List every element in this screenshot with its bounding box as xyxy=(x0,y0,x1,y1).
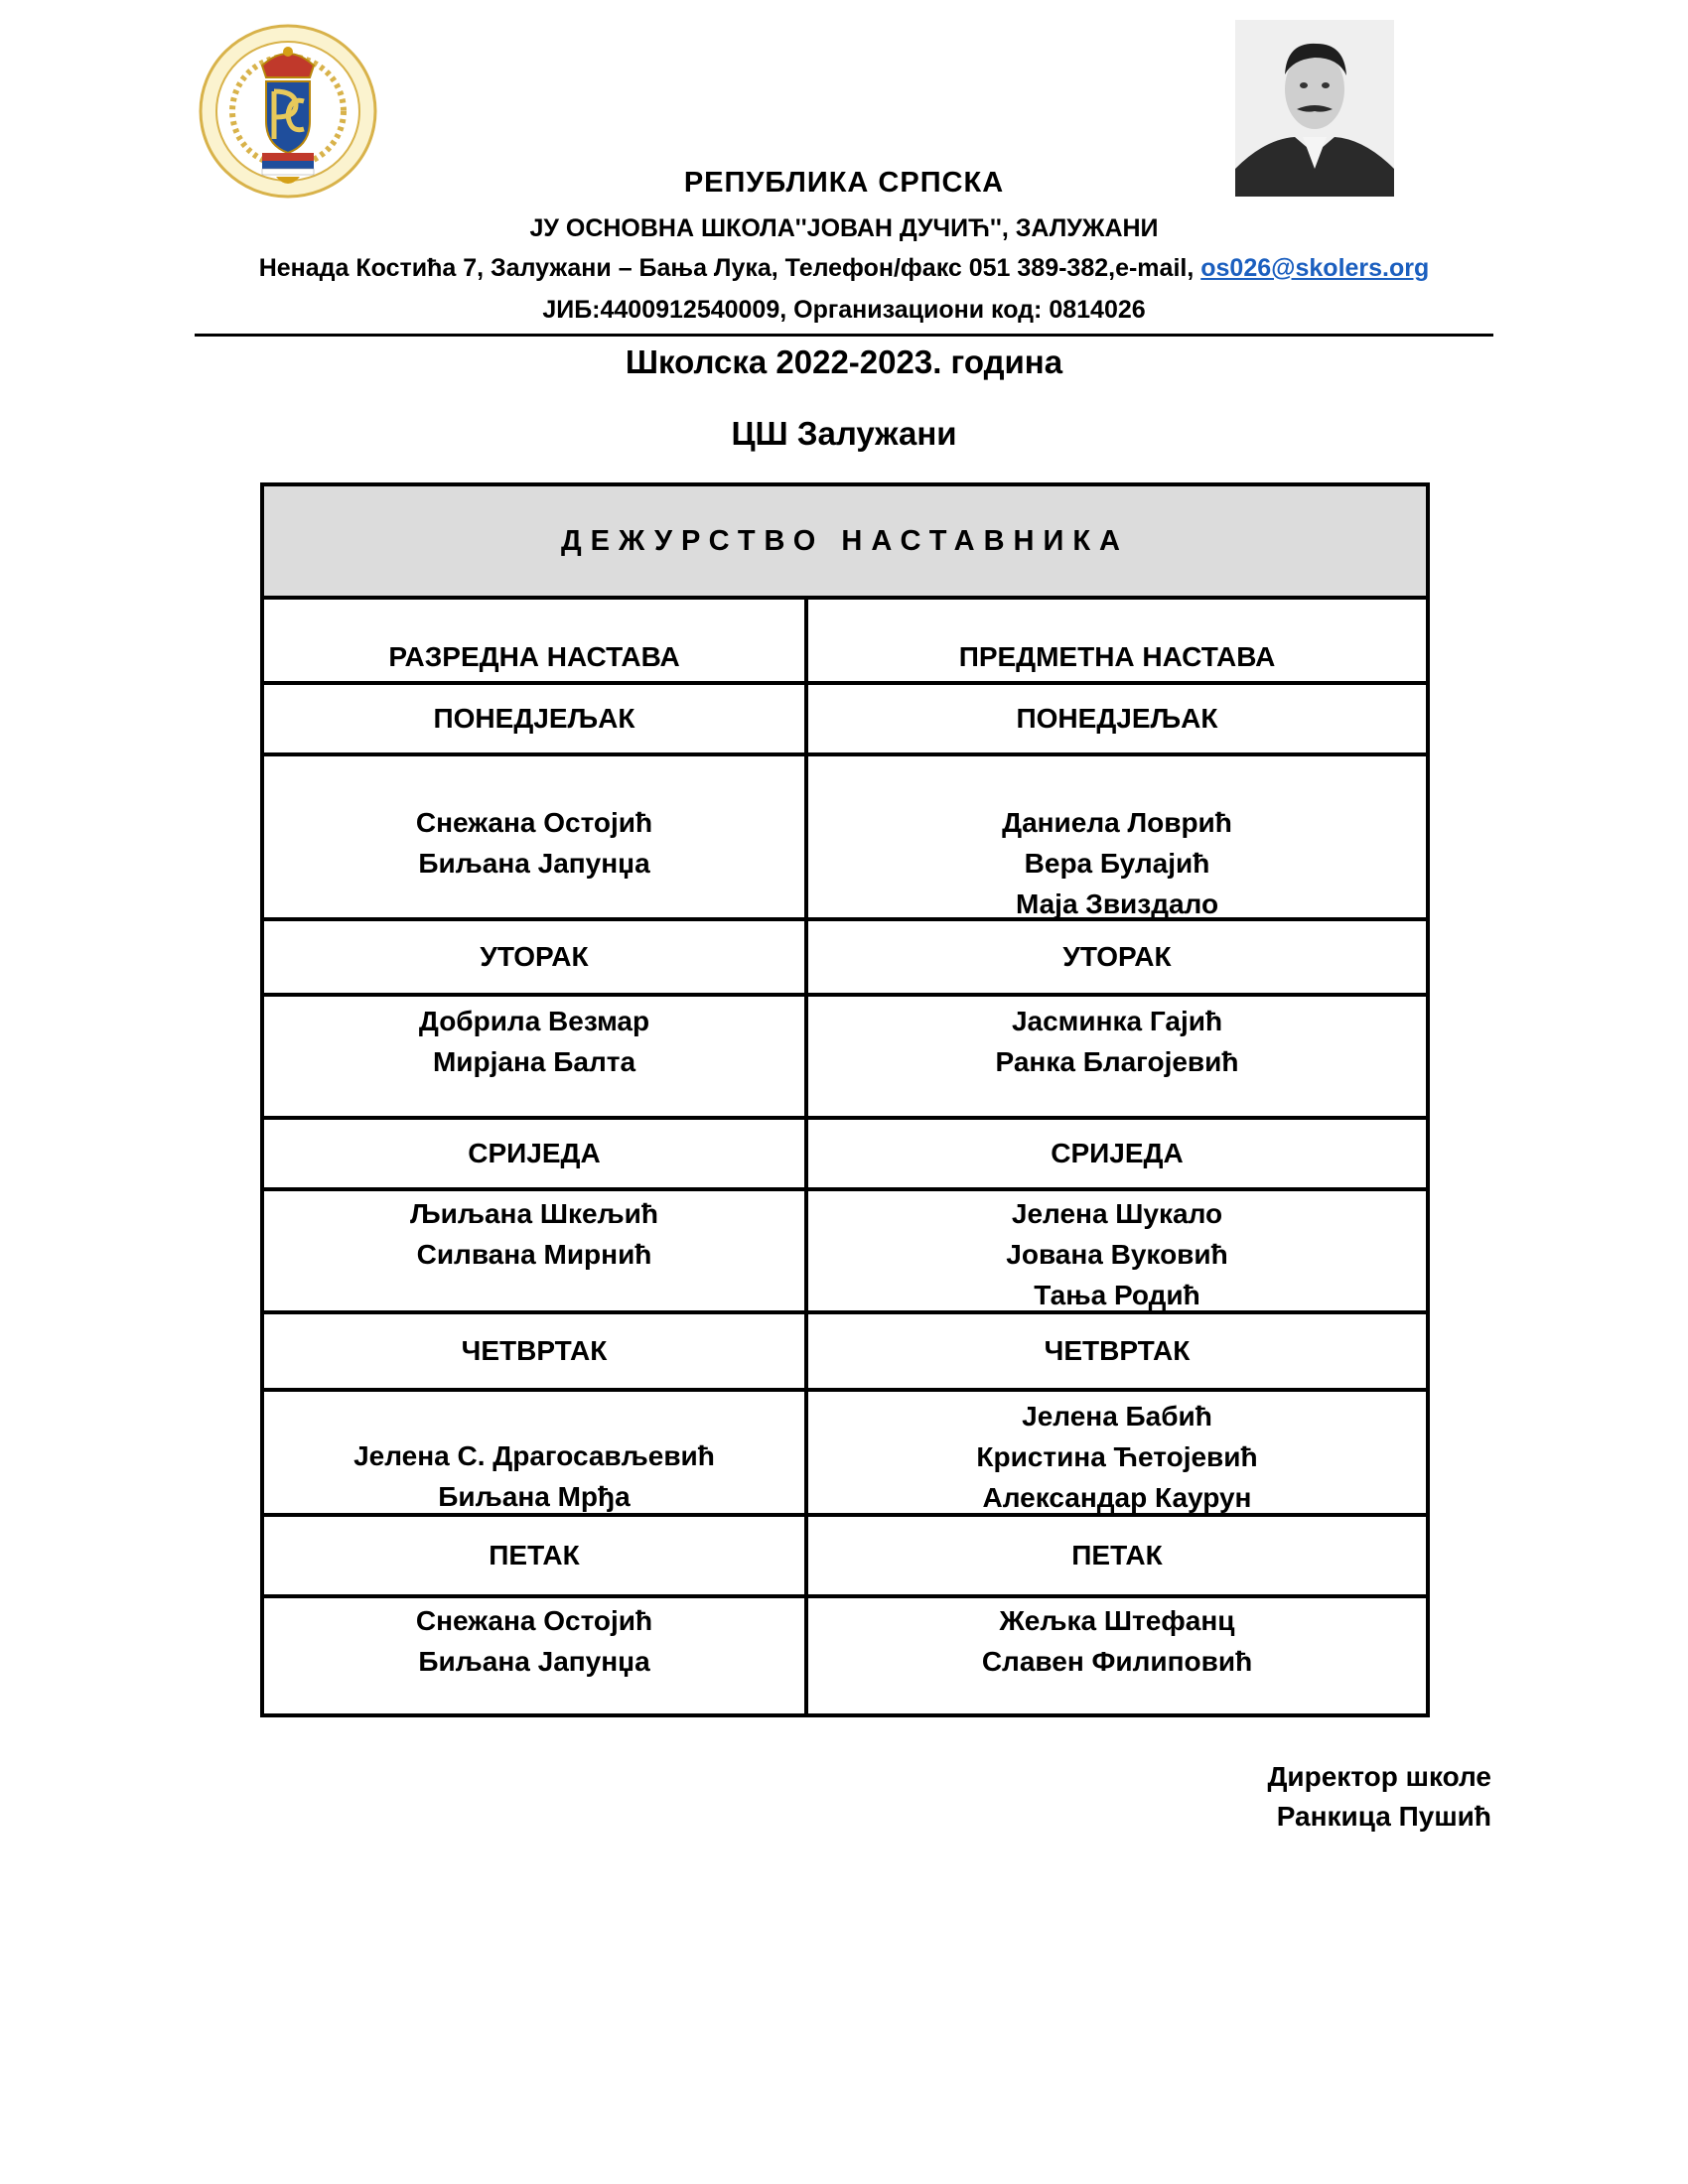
names-cell xyxy=(262,1390,806,1515)
teacher-name: Маја Звиздало xyxy=(1015,888,1219,919)
signature-name: Ранкица Пушић xyxy=(1276,1801,1491,1832)
header-divider xyxy=(195,334,1493,337)
duty-table xyxy=(260,482,1430,1717)
teacher-name: Љиљана Шкељић xyxy=(410,1198,658,1229)
names-cell xyxy=(262,1189,806,1312)
address-text: Ненада Костића 7, Залужани – Бања Лука, Телефон/факс 051 389-382,e-mail, xyxy=(258,254,1201,282)
day-header: УТОРАК xyxy=(262,919,806,995)
id-codes: ЈИБ:4400912540009, Организациони код: 0814026 xyxy=(542,296,1146,324)
address-line xyxy=(0,254,1688,283)
day-header: ПЕТАК xyxy=(262,1515,806,1596)
column-header-label: РАЗРЕДНА НАСТАВА xyxy=(388,641,680,672)
teacher-name: Кристина Ћетојевић xyxy=(976,1441,1258,1472)
teacher-name: Јована Вуковић xyxy=(1006,1239,1228,1270)
names-cell xyxy=(262,1596,806,1715)
teacher-name: Јелена С. Драгосављевић xyxy=(353,1440,715,1471)
teacher-name: Биљана Мрђа xyxy=(438,1481,631,1512)
names-cell xyxy=(262,995,806,1118)
column-header-label: ПРЕДМЕТНА НАСТАВА xyxy=(958,641,1276,672)
day-header: ЧЕТВРТАК xyxy=(806,1312,1428,1390)
republic-heading: РЕПУБЛИКА СРПСКА xyxy=(683,167,1005,199)
teacher-name: Славен Филиповић xyxy=(981,1646,1253,1677)
column-header-subject-teaching xyxy=(806,598,1428,683)
teacher-name: Снежана Остојић xyxy=(415,1605,653,1636)
table-banner: ДЕЖУРСТВО НАСТАВНИКА xyxy=(262,484,1428,598)
day-header: ПЕТАК xyxy=(806,1515,1428,1596)
day-header: СРИЈЕДА xyxy=(806,1118,1428,1189)
teacher-name: Биљана Јапунџа xyxy=(418,1646,650,1677)
teacher-name: Даниела Ловрић xyxy=(1002,807,1232,838)
teacher-name: Жељка Штефанц xyxy=(999,1605,1235,1636)
school-year-title: Школска 2022-2023. година xyxy=(625,343,1063,380)
names-cell xyxy=(262,754,806,919)
teacher-name: Силвана Мирнић xyxy=(416,1239,652,1270)
teacher-name: Мирјана Балта xyxy=(432,1046,636,1077)
teacher-name: Јасминка Гајић xyxy=(1011,1006,1223,1036)
teacher-name: Снежана Остојић xyxy=(415,807,653,838)
teacher-name: Александар Каурун xyxy=(982,1482,1252,1513)
location-title: ЦШ Залужани xyxy=(731,415,957,452)
signature-role: Директор школе xyxy=(1267,1761,1491,1792)
teacher-name: Добрила Везмар xyxy=(418,1006,650,1036)
day-header: ПОНЕДЈЕЉАК xyxy=(806,683,1428,754)
teacher-name: Јелена Шукало xyxy=(1011,1198,1223,1229)
names-cell xyxy=(806,754,1428,919)
day-header: ЧЕТВРТАК xyxy=(262,1312,806,1390)
school-name: ЈУ ОСНОВНА ШКОЛА''ЈОВАН ДУЧИЋ'', ЗАЛУЖАНИ xyxy=(529,214,1159,242)
names-cell xyxy=(806,1390,1428,1515)
email-link[interactable]: os026@skolers.org xyxy=(1200,254,1430,282)
day-header: СРИЈЕДА xyxy=(262,1118,806,1189)
teacher-name: Јелена Бабић xyxy=(1022,1401,1212,1432)
teacher-name: Тања Родић xyxy=(1034,1280,1200,1310)
names-cell xyxy=(806,995,1428,1118)
names-cell xyxy=(806,1596,1428,1715)
teacher-name: Ранка Благојевић xyxy=(995,1046,1239,1077)
day-header: УТОРАК xyxy=(806,919,1428,995)
names-cell xyxy=(806,1189,1428,1312)
teacher-name: Вера Булајић xyxy=(1024,848,1210,879)
day-header: ПОНЕДЈЕЉАК xyxy=(262,683,806,754)
teacher-name: Биљана Јапунџа xyxy=(418,848,650,879)
column-header-class-teaching xyxy=(262,598,806,683)
